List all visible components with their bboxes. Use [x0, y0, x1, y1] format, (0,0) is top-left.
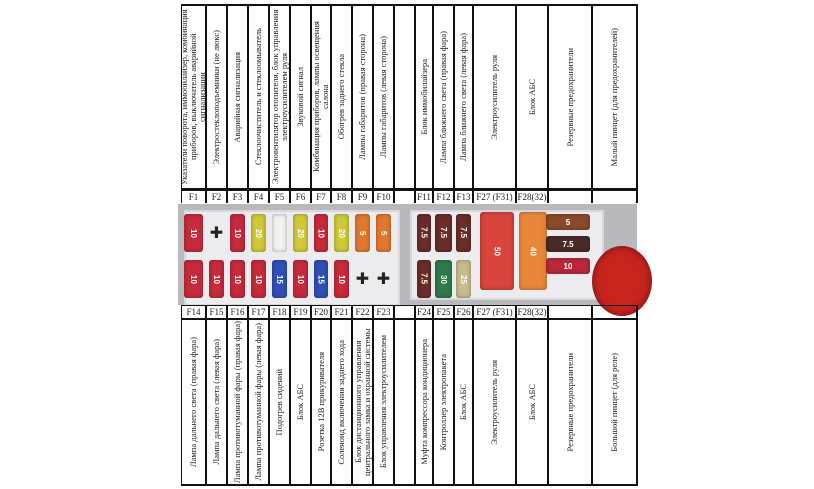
fuse[interactable] — [251, 214, 266, 252]
fuse-code: F7 — [312, 190, 330, 205]
fuse-description: Малый пинцет (для предохранителей) — [609, 27, 619, 167]
fuse-code: F24 — [416, 305, 432, 320]
fuse-rating: 7.5 — [459, 227, 468, 239]
fuse[interactable] — [251, 260, 266, 298]
fuse-rating: 7.5 — [439, 227, 448, 239]
fuse-description: Электроусилитель руля — [489, 54, 499, 140]
fuse-rating: 10 — [233, 228, 242, 238]
fuse-description: Блок управления электроусилителем — [378, 335, 388, 469]
fuse-rating: 40 — [528, 246, 538, 256]
fuse-code: F19 — [291, 305, 310, 320]
fuse-code — [395, 190, 414, 205]
fuse-column — [312, 305, 332, 486]
fuse-column — [593, 305, 638, 486]
fuse-code: F9 — [353, 190, 372, 205]
fuse-code: F25 — [434, 305, 453, 320]
fuse[interactable] — [314, 214, 328, 252]
fuse-description-cell — [228, 4, 247, 190]
fuse-description: Резервные предохранители — [564, 352, 575, 452]
fuse-description: Розетка 12В прикуривателя — [315, 352, 326, 452]
empty-fuse-slot-icon: ✚ — [355, 269, 370, 288]
fuse-rating: 7.5 — [562, 239, 574, 249]
fuse-description: Обогрев заднего стекла — [336, 54, 346, 140]
fuse-column — [312, 4, 332, 203]
fuse-code: F12 — [434, 190, 453, 205]
fuse-description-cell — [374, 4, 393, 190]
fuse-rating: 7.5 — [419, 273, 429, 285]
fuse-code: F22 — [353, 305, 372, 320]
fuse-column — [434, 4, 455, 203]
fuse-description: Звуковой сигнал — [295, 67, 305, 127]
fuse-description-cell — [395, 318, 414, 486]
fuse-description: Электроусилитель руля — [489, 359, 499, 445]
fuse-code: F6 — [291, 190, 310, 205]
fuse-description-cell — [291, 4, 310, 190]
fuse-column — [549, 4, 593, 203]
fuse-description-cell — [353, 4, 372, 190]
fuse-description: Аварийная сигнализация — [232, 51, 242, 143]
fuse-rating: 15 — [316, 274, 326, 284]
fuse-description-cell — [312, 4, 330, 190]
fuse-code — [593, 305, 636, 320]
fuse[interactable] — [456, 260, 471, 298]
fuse-description-cell — [416, 318, 432, 486]
fuse-code: F27 (F31) — [474, 190, 515, 205]
fuse-description-cell — [593, 4, 636, 190]
fuse-description-cell — [517, 318, 547, 486]
fuse[interactable] — [230, 260, 245, 298]
fuse[interactable] — [293, 214, 308, 252]
fuse-description-cell — [228, 318, 247, 486]
fuse[interactable] — [184, 214, 203, 252]
fuse-description: Лампа противотуманной фары (правая фара) — [232, 320, 242, 484]
fuse-description-cell — [207, 4, 226, 190]
fuse[interactable] — [334, 260, 349, 298]
fuse-code — [549, 190, 591, 205]
fuse-code: F8 — [332, 190, 351, 205]
fuse-code — [549, 305, 591, 320]
fuse[interactable] — [417, 214, 431, 252]
fuse-rating: 10 — [563, 261, 573, 271]
fuse-description-cell — [455, 4, 472, 190]
fuse-column — [182, 305, 207, 486]
fuse[interactable] — [435, 260, 452, 298]
fuse-column — [474, 305, 517, 486]
fuse-rating: 5 — [565, 217, 571, 227]
fuse-description-cell — [395, 4, 414, 190]
fuse-code: F15 — [207, 305, 226, 320]
fuse-column — [395, 305, 416, 486]
fuse-rating: 10 — [254, 274, 263, 284]
fuse-description: Блок дистанционного управления центрального замка и охранной системы — [352, 328, 372, 476]
fuse[interactable] — [519, 212, 547, 290]
fuse-description: Электровентилятор отопителя, блок управления электроусилителем руля — [269, 9, 289, 185]
fuse-description-cell — [549, 4, 591, 190]
fuse-description: Блок АБС — [458, 383, 468, 421]
fuse-code: F28(32) — [517, 190, 547, 205]
fuse[interactable] — [334, 214, 349, 252]
fuse-description-cell — [249, 4, 268, 190]
fuse-column — [374, 305, 395, 486]
fuse-description-cell — [249, 318, 268, 486]
fuse-code: F13 — [455, 190, 472, 205]
fuse[interactable] — [314, 260, 328, 298]
fuse-description: Соленоид включения заднего хода — [336, 339, 346, 465]
fuse-rating: 10 — [337, 274, 346, 284]
fuse-description-cell — [182, 318, 205, 486]
empty-fuse-slot-icon: ✚ — [209, 223, 224, 242]
fuse-column — [593, 4, 638, 203]
fuse[interactable] — [417, 260, 431, 298]
fuse-description-cell — [474, 318, 515, 486]
fuse-column — [207, 305, 228, 486]
fuse-rating: 30 — [439, 274, 448, 284]
fuse-description: Указатели поворота, иммобилайзер, комбинация приборов, выключатель аварийной сигнализации — [179, 9, 207, 185]
fuse-column — [353, 305, 374, 486]
fuse-rating: 5 — [379, 230, 388, 236]
fuse-description: Блок АБС — [526, 78, 537, 116]
fuse[interactable] — [376, 214, 391, 252]
fuse-rating: 10 — [212, 274, 221, 284]
fuse-description-cell — [549, 318, 591, 486]
fuse-code: F16 — [228, 305, 247, 320]
fuse-rating: 10 — [316, 228, 326, 238]
fuse-description-cell — [455, 318, 472, 486]
fuse-description: Стеклоочиститель и стеклоомыватель — [253, 28, 263, 166]
fuse[interactable] — [272, 260, 287, 298]
fuse-code: F2 — [207, 190, 226, 205]
fuse-code: F1 — [182, 190, 205, 205]
fuse-code: F23 — [374, 305, 393, 320]
fuse-description: Лампа противотуманной фары (левая фара) — [253, 323, 263, 481]
fuse-code: F20 — [312, 305, 330, 320]
fuse-code: F11 — [416, 190, 432, 205]
fuse-description-cell — [332, 4, 351, 190]
fuse-description: Лампы габаритов (левая сторона) — [378, 36, 388, 158]
fuse-column — [270, 305, 291, 486]
bottom-fuse-table — [181, 305, 638, 486]
fuse-description-cell — [179, 4, 207, 190]
empty-fuse-slot-icon: ✚ — [376, 269, 391, 288]
fuse-description: Контроллер электропакета — [438, 353, 448, 451]
fuse-description: Муфта компрессора кондиционера — [418, 339, 429, 465]
fuse-description: Резервные предохранители — [564, 47, 575, 147]
fuse-column — [249, 305, 270, 486]
fuse-description: Блок АБС — [526, 383, 537, 421]
fuse-code: F10 — [374, 190, 393, 205]
fuse[interactable] — [546, 214, 590, 230]
fuse-column — [374, 4, 395, 203]
fuse-code: F17 — [249, 305, 268, 320]
fuse-description: Лампа ближнего света (левая фара) — [458, 32, 468, 162]
fuse-rating: 15 — [275, 274, 284, 284]
fuse[interactable] — [209, 260, 224, 298]
fuse-description-cell — [374, 318, 393, 486]
fuse-column — [249, 4, 270, 203]
fuse-description-cell — [332, 318, 351, 486]
fuse-description-cell — [517, 4, 547, 190]
fuse-rating: 10 — [233, 274, 242, 284]
fuse-description: Электростеклоподъемники (не люкс) — [211, 29, 221, 165]
fuse-column — [228, 4, 249, 203]
fuse-column — [207, 4, 228, 203]
fuse-rating: 10 — [189, 228, 198, 238]
fuse-description-cell — [434, 4, 453, 190]
fuse-rating: 10 — [296, 274, 305, 284]
fuse[interactable] — [272, 214, 287, 252]
fuse[interactable] — [435, 214, 452, 252]
fuse-code: F28(32) — [517, 305, 547, 320]
fuse[interactable] — [293, 260, 308, 298]
fuse-column — [395, 4, 416, 203]
fuse-box-photo — [178, 204, 637, 305]
fuse-code: F21 — [332, 305, 351, 320]
fuse[interactable] — [480, 212, 514, 290]
fuse-description-cell — [593, 318, 636, 486]
fuse-description-cell — [416, 4, 432, 190]
fuse-rating: 25 — [459, 274, 468, 284]
fuse-column — [291, 4, 312, 203]
fuse-rating: 7.5 — [419, 227, 429, 239]
fuse-column — [228, 305, 249, 486]
fuse-code: F14 — [182, 305, 205, 320]
fuse-column — [179, 4, 207, 203]
fuse-code — [593, 190, 636, 205]
fuse-description-cell — [353, 318, 372, 486]
fuse-code: F5 — [270, 190, 289, 205]
fuse-column — [353, 4, 374, 203]
fuse-description-cell — [474, 4, 515, 190]
fuse-column — [455, 305, 474, 486]
fuse-column — [291, 305, 312, 486]
fuse[interactable] — [456, 214, 471, 252]
fuse-description: Большой пинцет (для реле) — [609, 352, 619, 452]
fuse-rating: 5 — [358, 230, 367, 236]
fuse-description-cell — [312, 318, 330, 486]
fuse-description: Блок АБС — [295, 383, 305, 421]
fuse-description: Лампа ближнего света (правая фара) — [438, 30, 448, 164]
fuse-column — [434, 305, 455, 486]
fuse-rating: 20 — [337, 228, 346, 238]
fuse-rating: 50 — [492, 246, 502, 256]
fuse-description: Лампы габаритов (правая сторона) — [357, 34, 367, 160]
fuse-column — [517, 305, 549, 486]
fuse-description-cell — [207, 318, 226, 486]
fuse[interactable] — [230, 214, 245, 252]
fuse-column — [332, 4, 353, 203]
fuse[interactable] — [184, 260, 203, 298]
fuse-rating: 20 — [254, 228, 263, 238]
fuse[interactable] — [546, 236, 590, 252]
fuse-code: F18 — [270, 305, 289, 320]
fuse-code: F27 (F31) — [474, 305, 515, 320]
fuse-code: F3 — [228, 190, 247, 205]
fuse-column — [517, 4, 549, 203]
fuse-rating: 10 — [189, 274, 198, 284]
fuse-column — [416, 305, 434, 486]
fuse-code: F4 — [249, 190, 268, 205]
fuse-column — [549, 305, 593, 486]
fuse-description: Подогрев сидений — [274, 368, 284, 436]
fuse-rating: 20 — [296, 228, 305, 238]
fuse-description: Блок иммобилайзера — [418, 59, 429, 135]
fuse-description-cell — [434, 318, 453, 486]
fuse-description: Комбинация приборов, лампы освещения салона — [311, 21, 330, 173]
fuse-description: Лампа дальнего света (правая фара) — [188, 336, 198, 468]
top-fuse-table — [181, 4, 638, 203]
fuse-column — [270, 4, 291, 203]
fuse-description-cell — [270, 318, 289, 486]
fuse[interactable] — [355, 214, 370, 252]
fuse-column — [332, 305, 353, 486]
fuse-code — [395, 305, 414, 320]
fuse-description-cell — [291, 318, 310, 486]
fuse-column — [474, 4, 517, 203]
fuse-description-cell — [270, 4, 289, 190]
fuse-column — [416, 4, 434, 203]
fuse[interactable] — [546, 258, 590, 274]
fuse-description: Лампа дальнего света (левая фара) — [211, 339, 221, 465]
fuse-code: F26 — [455, 305, 472, 320]
fuse-column — [455, 4, 474, 203]
